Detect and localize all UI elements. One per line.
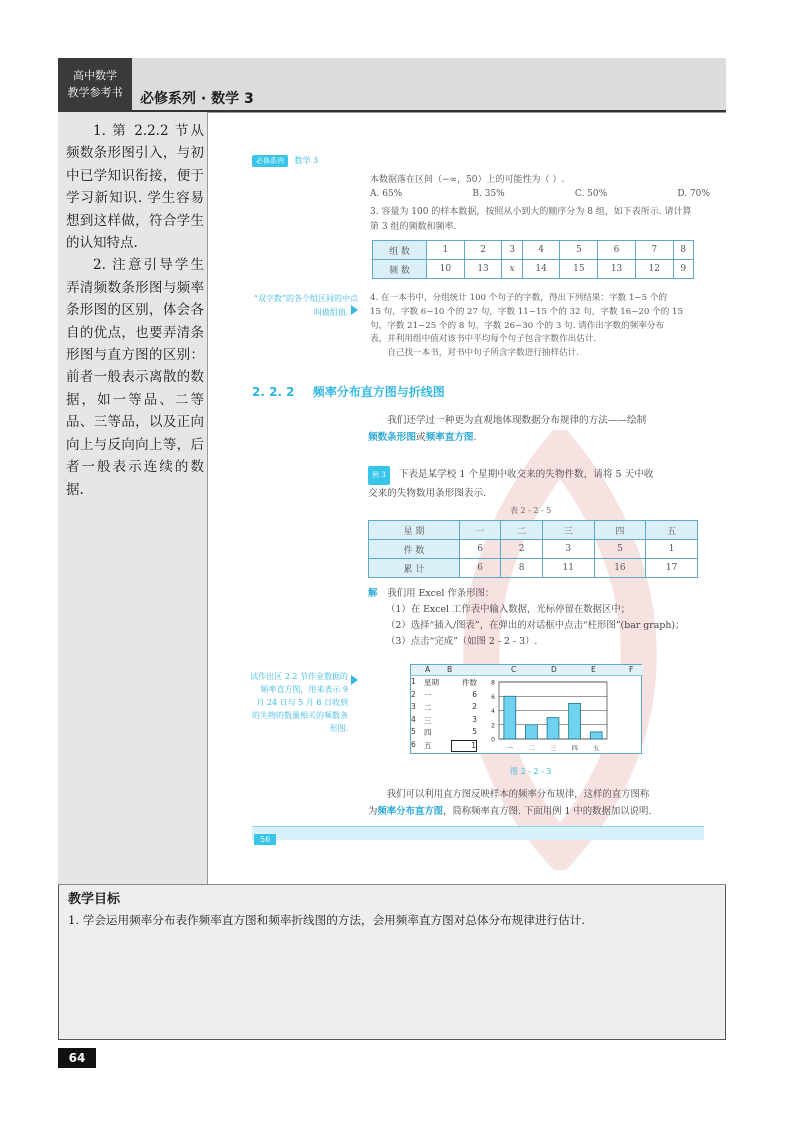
q4-line: 15 句，字数 6~10 个的 27 句，字数 11~15 个的 32 句，字数 16~20 个的 15: [370, 306, 683, 317]
excel-cell: 五: [424, 740, 432, 750]
table-caption: 表 2 - 2 - 5: [510, 506, 552, 515]
sidebar-notes: [66, 120, 204, 501]
question-3: 3. 容量为 100 的样本数据，按照从小到大的顺序分为 8 组，如下表所示. 请计算第 3 组的频数和频率.: [370, 207, 692, 232]
arrow-right-icon: [351, 675, 358, 685]
closing-prefix: 为: [368, 806, 378, 817]
table-row: [373, 260, 694, 279]
x-tick-label: 二: [528, 744, 535, 752]
running-title: 数学 3: [294, 156, 319, 165]
row-number: 3: [411, 702, 416, 711]
x-tick-label: 四: [571, 744, 578, 752]
table-row: [369, 540, 698, 559]
margin-note-1: [250, 292, 358, 319]
table-cell: 3: [542, 540, 594, 559]
closing-text: ，简称频率直方图. 下面用例 1 中的数据加以说明.: [443, 806, 652, 817]
intro-line-1: 我们还学过一种更为直观地体现数据分布规律的方法——绘制: [387, 415, 647, 426]
lost-items-table: [368, 520, 698, 578]
example-line-2: 交来的失物数用条形图表示.: [368, 488, 487, 499]
row-number: 5: [411, 727, 416, 736]
margin-note-1-text: “双字数”的各个组区间的中点叫做组值.: [253, 294, 358, 317]
teaching-goal-1: 1. 学会运用频率分布表作频率直方图和频率折线图的方法，会用频率直方图对总体分布规律进行估计.: [68, 913, 585, 927]
table-cell: 12: [635, 260, 673, 279]
solution-tag: 解: [368, 588, 378, 599]
solution: [368, 586, 704, 650]
intro-paragraph: [368, 412, 704, 446]
table-cell: 三: [542, 521, 594, 540]
arrow-right-icon: [351, 305, 358, 315]
table-cell: 2: [501, 540, 543, 559]
excel-bar-chart: [481, 678, 611, 753]
table-cell: 3: [502, 241, 522, 260]
bar: [525, 725, 537, 739]
table-cell: 6: [459, 559, 501, 578]
table-cell: 15: [560, 260, 598, 279]
choice-a: A. 65%: [370, 189, 403, 199]
figure-caption: 图 2 - 2 - 3: [510, 767, 552, 776]
table-cell: 四: [594, 521, 646, 540]
column-label: E: [591, 665, 596, 674]
page-number: 64: [58, 1048, 96, 1068]
excel-cell: 一: [424, 690, 432, 700]
table-cell: 8: [501, 559, 543, 578]
table-cell: 11: [542, 559, 594, 578]
q4-line: 自己找一本书，对书中句子所含字数进行抽样估计.: [387, 348, 579, 359]
table-cell: 8: [673, 241, 693, 260]
excel-screenshot: [410, 664, 642, 754]
intro-conjunction: 或: [415, 432, 426, 443]
table-cell: 13: [598, 260, 636, 279]
excel-cell: 星期: [424, 678, 439, 687]
excel-cell: 三: [424, 715, 432, 725]
column-label: F: [629, 665, 634, 674]
bar: [569, 703, 581, 739]
term-frequency-histogram: 频率直方图: [425, 432, 474, 443]
closing-line-2: [368, 803, 704, 820]
y-tick-label: 4: [491, 708, 495, 715]
table-cell: 5: [560, 241, 598, 260]
teaching-goals-title: 教学目标: [68, 892, 121, 907]
table-cell: 2: [464, 241, 502, 260]
series-line-2: 教学参考书: [67, 86, 123, 99]
table-cell: 16: [594, 559, 646, 578]
excel-cell: 四: [424, 728, 432, 737]
term-frequency-bar: 频数条形图: [368, 432, 416, 443]
excel-row-numbers: [411, 677, 421, 752]
running-tag: 必修系列: [252, 155, 288, 167]
bar: [547, 718, 559, 739]
excel-col-b: [451, 677, 477, 752]
intro-line-2: [368, 429, 704, 446]
intro-period: .: [473, 432, 477, 443]
sidebar-note-1: 1. 第 2.2.2 节从频数条形图引入，与初中已学知识衔接，便于学习新知识. 学生容易想到这样做，符合学生的认知特点.: [66, 123, 204, 252]
y-tick-label: 2: [491, 722, 495, 730]
series-line-1: 高中数学: [73, 69, 117, 82]
table-cell: 4: [522, 241, 560, 260]
solution-step-3: （3）点击“完成”（如图 2 - 2 - 3）.: [386, 636, 538, 647]
table-header-row: [369, 521, 698, 540]
embedded-page-number: 56: [254, 834, 276, 845]
choice-d: D. 70%: [677, 189, 710, 199]
choice-b: B. 35%: [472, 189, 505, 199]
table-cell: 组 数: [373, 241, 427, 260]
sidebar-note-2: 2. 注意引导学生弄清频数条形图与频率条形图的区别，体会各自的优点，也要弄清条形图与直方图的区别：前者一般表示离散的数据，如一等品、二等品、三等品，以及正向向上与反向向上等，后者一般表示连续的数据.: [66, 257, 204, 498]
excel-cell: 二: [424, 703, 432, 712]
row-number: 1: [411, 677, 416, 686]
excel-cell: 3: [472, 714, 477, 724]
column-label: D: [551, 665, 557, 674]
closing-paragraph: [368, 786, 704, 820]
table-cell: 6: [459, 540, 501, 559]
example-text-1: 下表是某学校 1 个星期中收交来的失物件数，请将 5 天中收: [398, 469, 654, 480]
excel-cell-selected[interactable]: 1: [451, 740, 477, 753]
q4-line: 表，并利用组中值对该书中平均每个句子包含字数作出估计.: [370, 334, 597, 345]
section-heading: [252, 383, 445, 400]
table-cell: x: [502, 260, 522, 279]
column-label: A: [425, 665, 431, 674]
embedded-footer-band: [252, 826, 704, 844]
excel-cell: 2: [472, 702, 477, 711]
solution-text-0: 我们用 Excel 作条形图：: [387, 588, 495, 599]
column-label: B: [447, 665, 453, 674]
section-title: 频率分布直方图与折线图: [312, 385, 445, 399]
group-frequency-table: [372, 240, 694, 279]
x-tick-label: 一: [506, 744, 514, 752]
x-tick-label: 三: [549, 744, 557, 752]
x-tick-label: 五: [592, 744, 600, 752]
margin-note-2: 试作出区 2.2 节作业数据的频率直方图，用来表示 9 月 24 日与 5 月 8 日收到的失物的数量相关的频数条形图.: [250, 672, 348, 733]
bar: [504, 696, 516, 739]
y-tick-label: 6: [491, 693, 495, 701]
table-cell: 7: [635, 241, 673, 260]
bar: [590, 732, 602, 739]
table-cell: 17: [646, 559, 698, 578]
table-cell: 1: [427, 241, 465, 260]
solution-step-2: （2）选择“插入/图表”，在弹出的对话框中点击“柱形图”(bar graph)；: [386, 620, 685, 631]
table-row: [369, 559, 698, 578]
excel-cell: 5: [472, 727, 477, 736]
table-cell: 10: [427, 260, 465, 279]
question-stub: 本数据落在区间（−∞，50）上的可能性为（ ）.: [370, 175, 565, 185]
excel-column-header: [411, 665, 643, 676]
table-cell: 五: [646, 521, 698, 540]
choice-c: C. 50%: [574, 189, 608, 199]
table-cell: 14: [522, 260, 560, 279]
term-frequency-distribution-histogram: 频率分布直方图: [377, 806, 444, 817]
table-cell: 6: [598, 241, 636, 260]
table-cell: 星 期: [369, 521, 460, 540]
section-number: 2. 2. 2: [252, 385, 295, 399]
choices-row: [370, 189, 710, 199]
table-cell: 5: [594, 540, 646, 559]
book-title: 必修系列 · 数学 3: [140, 91, 254, 107]
y-tick-label: 0: [491, 736, 495, 744]
example-line-1: [368, 466, 704, 485]
table-cell: 频 数: [373, 260, 427, 279]
question-4: [370, 292, 700, 361]
row-number: 4: [411, 714, 416, 724]
excel-cell: 6: [472, 689, 477, 699]
column-label: C: [511, 665, 517, 674]
table-cell: 9: [673, 260, 693, 279]
teaching-goals-area: [58, 884, 726, 1040]
running-header: [252, 155, 318, 167]
table-row: [373, 241, 694, 260]
closing-line-1: 我们可以利用直方图反映样本的频率分布规律，这样的直方图称: [386, 789, 650, 800]
table-cell: 件 数: [369, 540, 460, 559]
excel-cell: 件数: [462, 678, 477, 687]
table-cell: 二: [501, 521, 543, 540]
row-number: 2: [411, 689, 416, 699]
solution-step-1: （1）在 Excel 工作表中输入数据，光标停留在数据区中；: [386, 604, 631, 615]
solution-line-0: [368, 586, 704, 602]
table-cell: 累 计: [369, 559, 460, 578]
table-cell: 一: [459, 521, 501, 540]
y-tick-label: 8: [491, 679, 495, 687]
series-label-box: [58, 58, 132, 112]
row-number: 6: [411, 739, 416, 749]
table-cell: 13: [464, 260, 502, 279]
q4-line: 4. 在一本书中，分组统计 100 个句子的字数，得出下列结果：字数 1~5 个的: [370, 293, 668, 303]
q4-line: 句，字数 21~25 个的 8 句，字数 26~30 个的 3 句. 请作出字数的频率分布: [370, 320, 665, 331]
example-tag: 例 3: [368, 466, 390, 485]
excel-col-a: [424, 677, 450, 752]
example-3: [368, 466, 704, 502]
table-cell: 1: [646, 540, 698, 559]
